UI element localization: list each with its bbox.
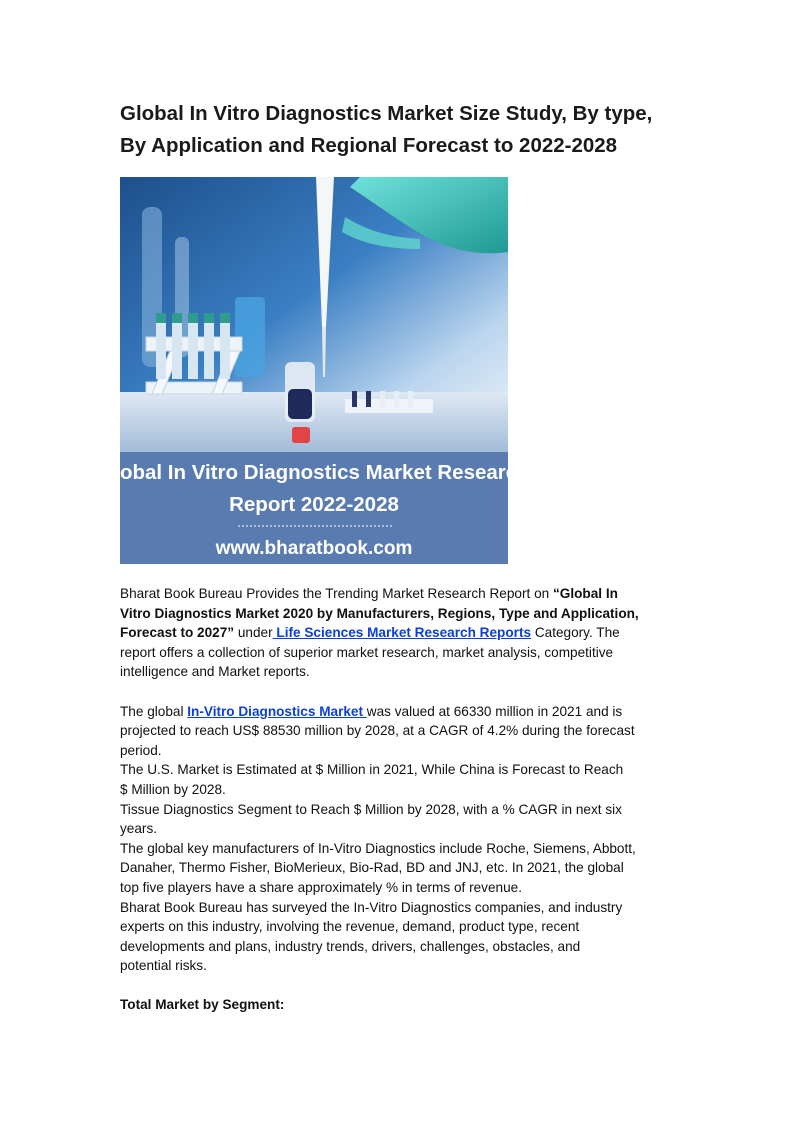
red-cap	[292, 427, 310, 443]
text-line: Bharat Book Bureau has surveyed the In-Vitro Diagnostics companies, and industry	[120, 899, 623, 915]
caption-line-2: Report 2022-2028	[229, 493, 399, 516]
text-line: Danaher, Thermo Fisher, BioMerieux, Bio-Rad, BD and JNJ, etc. In 2021, the global	[120, 860, 624, 876]
segment-heading	[120, 995, 690, 1015]
hero-image	[98, 177, 530, 564]
text-line: developments and plans, industry trends, drivers, challenges, obstacles, and	[120, 938, 581, 954]
text-line	[120, 623, 690, 643]
text-line: projected to reach US$ 88530 million by 2028, at a CAGR of 4.2% during the forecast	[120, 723, 635, 739]
intro-paragraph	[120, 584, 690, 682]
text-line: period.	[120, 742, 162, 758]
caption-url: www.bharatbook.com	[215, 538, 413, 559]
page-title	[120, 98, 720, 162]
text-line: report offers a collection of superior market research, market analysis, competitive	[120, 644, 614, 660]
market-text: The global	[120, 703, 188, 719]
segment-heading-text: Total Market by Segment:	[120, 997, 285, 1013]
paragraph-gap	[120, 976, 690, 996]
intro-text: under	[234, 625, 273, 641]
text-line: experts on this industry, involving the revenue, demand, product type, recent	[120, 919, 580, 935]
text-line: The global key manufacturers of In-Vitro Diagnostics include Roche, Siemens, Abbott,	[120, 840, 636, 856]
in-vitro-diagnostics-market-link[interactable]: In-Vitro Diagnostics Market	[187, 703, 367, 719]
report-name: Vitro Diagnostics Market 2020 by Manufacturers, Regions, Type and Application,	[120, 605, 639, 621]
text-line: Tissue Diagnostics Segment to Reach $ Million by 2028, with a % CAGR in next six	[120, 801, 622, 817]
text-line: $ Million by 2028.	[120, 781, 226, 797]
paragraph-gap	[120, 682, 690, 702]
text-line: potential risks.	[120, 958, 207, 974]
intro-text: Category. The	[531, 625, 620, 641]
text-line	[120, 584, 690, 604]
page-title-line-1: Global In Vitro Diagnostics Market Size Study, By type,	[120, 102, 653, 125]
market-text: was valued at 66330 million in 2021 and is	[366, 703, 623, 719]
text-line: intelligence and Market reports.	[120, 664, 310, 680]
life-sciences-reports-link[interactable]: Life Sciences Market Research Reports	[272, 625, 532, 641]
report-name: Forecast to 2027”	[120, 625, 235, 641]
text-line	[120, 604, 690, 624]
report-body	[120, 584, 690, 1015]
text-line	[120, 702, 690, 722]
text-line: years.	[120, 821, 158, 837]
text-line: top five players have a share approximately % in terms of revenue.	[120, 879, 522, 895]
caption-line-1: Global In Vitro Diagnostics Market Research	[98, 461, 530, 484]
sample-tube	[285, 362, 315, 422]
page-title-line-2: By Application and Regional Forecast to 2022-2028	[120, 134, 618, 157]
market-paragraph	[120, 702, 690, 976]
test-tube-rack	[146, 313, 242, 394]
text-line: The U.S. Market is Estimated at $ Million in 2021, While China is Forecast to Reach	[120, 762, 624, 778]
intro-text: Bharat Book Bureau Provides the Trending Market Research Report on	[120, 586, 553, 601]
report-name: “Global In	[552, 586, 618, 601]
